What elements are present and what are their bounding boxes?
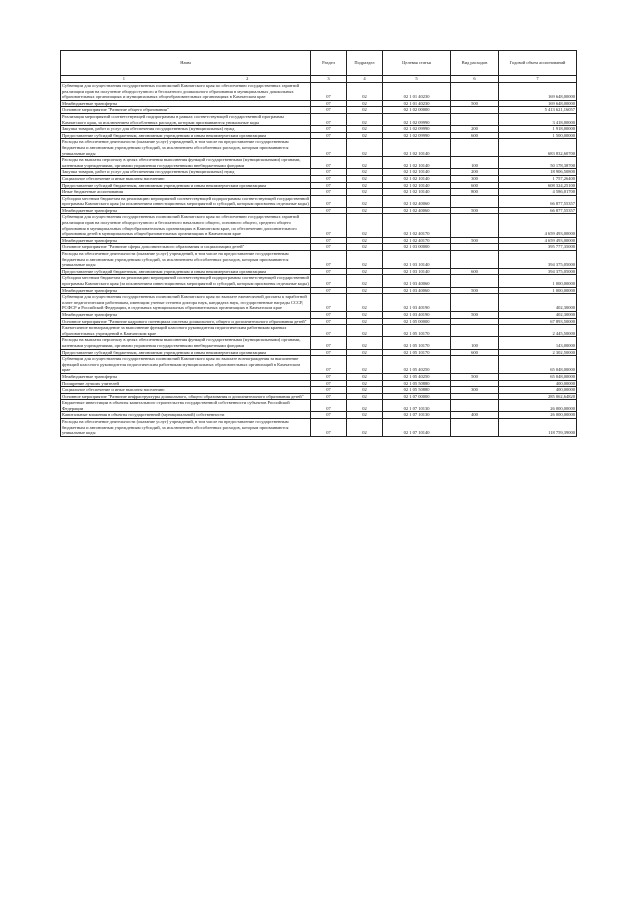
- row-target-article-cell: 02 1 05 50880: [383, 387, 451, 394]
- row-target-article-cell: 02 1 03 10140: [383, 268, 451, 275]
- row-expense-type-cell: 300: [451, 387, 499, 394]
- table-row: [61, 325, 577, 337]
- row-target-article-cell: 02 1 05 00000: [383, 318, 451, 325]
- row-name-cell: Закупка товаров, работ и услуг для обеспечения государственных (муниципальных) нужд: [61, 126, 311, 133]
- row-expense-type-cell: 600: [451, 182, 499, 189]
- row-expense-type-cell: 600: [451, 132, 499, 139]
- row-amount-cell: 4 586,01700: [499, 189, 577, 196]
- row-expense-type-cell: 300: [451, 175, 499, 182]
- row-expense-type-cell: 100: [451, 337, 499, 349]
- table-row: [61, 373, 577, 380]
- row-target-article-cell: 02 1 02 10140: [383, 169, 451, 176]
- header-podrazdel: Подраздел: [347, 51, 383, 76]
- row-name-cell: Межбюджетные трансферты: [61, 287, 311, 294]
- row-amount-cell: 143,00000: [499, 337, 577, 349]
- row-expense-type-cell: 500: [451, 207, 499, 214]
- row-amount-cell: 400,00000: [499, 380, 577, 387]
- row-expense-type-cell: [451, 107, 499, 114]
- table-row: [61, 318, 577, 325]
- row-expense-type-cell: 100: [451, 157, 499, 169]
- row-name-cell: Расходы на обеспечение деятельности (оказание услуг) учреждений, в том числе на предоставление государственным бюджетным и автономным учреждениям субсидий, за исключением обособленных расходов, которым присваиваются уникальные коды: [61, 419, 311, 437]
- table-row: [61, 294, 577, 312]
- row-target-article-cell: 02 1 02 09990: [383, 132, 451, 139]
- row-podrazdel-cell: 02: [347, 268, 383, 275]
- row-podrazdel-cell: 02: [347, 318, 383, 325]
- row-target-article-cell: 02 1 07 10140: [383, 419, 451, 437]
- row-expense-type-cell: 500: [451, 100, 499, 107]
- row-razdel-cell: 07: [311, 132, 347, 139]
- row-target-article-cell: 02 1 02 09990: [383, 113, 451, 125]
- row-podrazdel-cell: 02: [347, 275, 383, 287]
- row-expense-type-cell: 600: [451, 268, 499, 275]
- row-name-cell: Межбюджетные трансферты: [61, 373, 311, 380]
- row-expense-type-cell: [451, 275, 499, 287]
- row-amount-cell: 1 500,00000: [499, 132, 577, 139]
- row-amount-cell: 394 375,05000: [499, 251, 577, 269]
- row-expense-type-cell: 500: [451, 237, 499, 244]
- table-row: [61, 182, 577, 189]
- row-razdel-cell: 07: [311, 373, 347, 380]
- table-row: [61, 311, 577, 318]
- row-podrazdel-cell: 02: [347, 419, 383, 437]
- index-label: 2: [246, 76, 249, 82]
- row-target-article-cell: 02 1 02 40170: [383, 214, 451, 237]
- row-razdel-cell: 07: [311, 294, 347, 312]
- row-podrazdel-cell: 02: [347, 182, 383, 189]
- row-amount-cell: 400,00000: [499, 387, 577, 394]
- row-name-cell: Межбюджетные трансферты: [61, 100, 311, 107]
- row-target-article-cell: 02 1 07 10130: [383, 400, 451, 412]
- row-name-cell: Межбюджетные трансферты: [61, 207, 311, 214]
- row-expense-type-cell: [451, 195, 499, 207]
- row-razdel-cell: 07: [311, 195, 347, 207]
- row-razdel-cell: 07: [311, 325, 347, 337]
- row-amount-cell: 402,30000: [499, 294, 577, 312]
- row-expense-type-cell: [451, 294, 499, 312]
- row-target-article-cell: 02 1 07 00000: [383, 393, 451, 400]
- row-target-article-cell: 02 1 03 40190: [383, 311, 451, 318]
- row-podrazdel-cell: 02: [347, 207, 383, 214]
- row-expense-type-cell: [451, 400, 499, 412]
- row-expense-type-cell: 500: [451, 287, 499, 294]
- row-name-cell: Капитальные вложения в объекты государственной (муниципальной) собственности: [61, 412, 311, 419]
- row-amount-cell: 18 906,50800: [499, 169, 577, 176]
- row-expense-type-cell: [451, 251, 499, 269]
- row-amount-cell: 395 777,35000: [499, 244, 577, 251]
- row-podrazdel-cell: 02: [347, 189, 383, 196]
- row-razdel-cell: 07: [311, 189, 347, 196]
- row-target-article-cell: 02 1 07 10130: [383, 412, 451, 419]
- table-body: [61, 76, 577, 437]
- row-name-cell: Поощрение лучших учителей: [61, 380, 311, 387]
- table-row: [61, 393, 577, 400]
- row-expense-type-cell: [451, 113, 499, 125]
- row-razdel-cell: 07: [311, 337, 347, 349]
- row-podrazdel-cell: 02: [347, 157, 383, 169]
- row-podrazdel-cell: 02: [347, 251, 383, 269]
- row-name-cell: Субсидии местным бюджетам на реализацию мероприятий соответствующей подпрограммы соответствующей государственной программы Камчатского края (за исключением инвестиционных мероприятий и субсидий, которым присвоены отдельные коды): [62, 195, 309, 207]
- row-podrazdel-cell: 02: [347, 169, 383, 176]
- header-razdel: Раздел: [311, 51, 347, 76]
- row-amount-cell: 169 648,00000: [499, 100, 577, 107]
- row-name-cell: Расходы на выплаты персоналу в целях обеспечения выполнения функций государственными (муниципальными) органами, казенными учреждениями, органами управления государственными внебюджетными фондами: [61, 337, 311, 349]
- table-row: [61, 107, 577, 114]
- row-expense-type-cell: [451, 244, 499, 251]
- table-row: [61, 268, 577, 275]
- row-razdel-cell: 07: [311, 251, 347, 269]
- row-target-article-cell: 02 1 05 40250: [383, 373, 451, 380]
- row-podrazdel-cell: 02: [347, 356, 383, 374]
- row-amount-cell: 3 418,00000: [499, 113, 577, 125]
- row-podrazdel-cell: 02: [347, 195, 383, 207]
- row-podrazdel-cell: 02: [347, 393, 383, 400]
- row-expense-type-cell: [451, 318, 499, 325]
- row-podrazdel-cell: 02: [347, 287, 383, 294]
- row-razdel-cell: 07: [311, 412, 347, 419]
- row-razdel-cell: 07: [311, 400, 347, 412]
- row-target-article-cell: 02 1 05 10170: [383, 325, 451, 337]
- row-podrazdel-cell: 02: [347, 349, 383, 356]
- row-expense-type-cell: 500: [451, 373, 499, 380]
- row-amount-cell: 26 000,00000: [499, 412, 577, 419]
- row-amount-cell: 402,30000: [499, 311, 577, 318]
- row-amount-cell: 2 302,50000: [499, 349, 577, 356]
- row-name-cell: Предоставление субсидий бюджетным, автономным учреждениям и иным некоммерческим организациям: [61, 268, 311, 275]
- table-row: [61, 195, 577, 207]
- row-name-cell: Расходы на обеспечение деятельности (оказание услуг) учреждений, в том числе на предоставление государственным бюджетным и автономным учреждениям субсидий, за исключением обособленных расходов, которым присваиваются уникальные коды: [61, 139, 311, 157]
- index-cell: 3: [311, 76, 347, 83]
- header-target-article: Целевая статья: [383, 51, 451, 76]
- table-row: [61, 132, 577, 139]
- row-amount-cell: 5 413 621,16057: [499, 107, 577, 114]
- row-razdel-cell: 07: [311, 237, 347, 244]
- row-podrazdel-cell: 02: [347, 126, 383, 133]
- row-razdel-cell: 07: [311, 287, 347, 294]
- header-name: Наим: [61, 51, 311, 76]
- row-target-article-cell: 02 1 02 10140: [383, 157, 451, 169]
- row-target-article-cell: 02 1 02 10140: [383, 139, 451, 157]
- row-razdel-cell: 07: [311, 207, 347, 214]
- row-expense-type-cell: 200: [451, 169, 499, 176]
- row-podrazdel-cell: 02: [347, 244, 383, 251]
- table-row: [61, 419, 577, 437]
- row-name-cell: Основное мероприятие "Развитие кадрового потенциала системы дошкольного, общего и дополнительного образования детей": [61, 318, 311, 325]
- budget-table-page: [60, 50, 576, 437]
- row-target-article-cell: 02 1 05 50880: [383, 380, 451, 387]
- row-amount-cell: 66 877,55357: [499, 207, 577, 214]
- row-target-article-cell: 02 1 02 09990: [383, 126, 451, 133]
- row-amount-cell: 285 062,64820: [499, 393, 577, 400]
- row-amount-cell: 608 324,25100: [499, 182, 577, 189]
- row-expense-type-cell: 800: [451, 189, 499, 196]
- row-name-cell: Основное мероприятие "Развитие инфраструктуры дошкольного, общего образования и дополнительного образования детей": [61, 393, 311, 400]
- row-name-cell: Предоставление субсидий бюджетным, автономным учреждениям и иным некоммерческим организациям: [61, 349, 311, 356]
- table-row: [61, 251, 577, 269]
- row-amount-cell: 1 918,00000: [499, 126, 577, 133]
- row-razdel-cell: 07: [311, 83, 347, 101]
- table-row: [61, 275, 577, 287]
- row-razdel-cell: 07: [311, 182, 347, 189]
- row-name-cell: Ежемесячное вознаграждение за выполнение функций классного руководителя педагогическим работникам краевых образовательных учреждений в Камчатском крае: [61, 325, 311, 337]
- row-amount-cell: 66 877,55357: [499, 195, 577, 207]
- row-expense-type-cell: [451, 83, 499, 101]
- row-target-article-cell: 02 1 01 40230: [383, 83, 451, 101]
- row-name-cell: Субвенции для осуществления государственных полномочий Камчатского края по обеспечению государственных гарантий реализации прав на получение общедоступного и бесплатного дошкольного образования в муниципальных дошкольных образовательных организациях и муниципальных общеобразовательных организациях в Камчатском крае: [61, 83, 311, 101]
- row-name-cell: Субсидии местным бюджетам на реализацию мероприятий соответствующей подпрограммы соответствующей государственной программы Камчатского края (за исключением инвестиционных мероприятий и субсидий, которым присвоены отдельные коды): [62, 275, 309, 286]
- row-target-article-cell: 02 1 05 10170: [383, 349, 451, 356]
- index-cell: 4: [347, 76, 383, 83]
- row-name-cell: Субвенции для осуществления государственных полномочий Камчатского края по обеспечению государственных гарантий реализации прав на получение общедоступного и бесплатного начального общего, основного общего, среднего общего образования в муниципальных общеобразовательных организациях в Камчатском крае, по обеспечению дополнительного образования детей в муниципальных общеобразовательных организациях в Камчатском крае: [61, 214, 311, 237]
- row-amount-cell: 1 000,00000: [499, 287, 577, 294]
- row-razdel-cell: 07: [311, 393, 347, 400]
- row-target-article-cell: 02 1 05 10170: [383, 337, 451, 349]
- row-amount-cell: 2 445,50000: [499, 325, 577, 337]
- table-row: [61, 139, 577, 157]
- row-amount-cell: 4 659 493,00000: [499, 237, 577, 244]
- row-podrazdel-cell: 02: [347, 325, 383, 337]
- row-podrazdel-cell: 02: [347, 311, 383, 318]
- row-razdel-cell: 07: [311, 169, 347, 176]
- row-razdel-cell: 07: [311, 157, 347, 169]
- row-name-cell: Бюджетные инвестиции в объекты капитального строительства государственной собственности субъектов Российской Федерации: [61, 400, 311, 412]
- row-target-article-cell: 02 1 02 40060: [383, 207, 451, 214]
- row-razdel-cell: 07: [311, 139, 347, 157]
- row-name-cell: Основное мероприятие "Развитие общего образования": [61, 107, 311, 114]
- row-razdel-cell: 07: [311, 275, 347, 287]
- row-amount-cell: 65 048,00000: [499, 356, 577, 374]
- row-target-article-cell: 02 1 02 10140: [383, 182, 451, 189]
- row-name-cell: Реализация мероприятий соответствующей подпрограммы в рамках соответствующей государственной программы Камчатского края, за исключением обособленных расходов, которым присваиваются уникальные коды: [61, 113, 311, 125]
- row-name-cell: Социальное обеспечение и иные выплаты населению: [61, 387, 311, 394]
- row-podrazdel-cell: 02: [347, 113, 383, 125]
- row-target-article-cell: 02 1 02 00000: [383, 107, 451, 114]
- row-razdel-cell: 07: [311, 419, 347, 437]
- row-name-cell: Межбюджетные трансферты: [61, 237, 311, 244]
- row-razdel-cell: 07: [311, 113, 347, 125]
- row-expense-type-cell: 600: [451, 349, 499, 356]
- row-podrazdel-cell: 02: [347, 373, 383, 380]
- row-amount-cell: 118 759,39000: [499, 419, 577, 437]
- row-target-article-cell: 02 1 03 40060: [383, 287, 451, 294]
- row-razdel-cell: 07: [311, 268, 347, 275]
- table-row: [61, 126, 577, 133]
- row-name-cell: Иные бюджетные ассигнования: [61, 189, 311, 196]
- row-expense-type-cell: [451, 380, 499, 387]
- row-podrazdel-cell: 02: [347, 175, 383, 182]
- row-podrazdel-cell: 02: [347, 100, 383, 107]
- row-razdel-cell: 07: [311, 311, 347, 318]
- row-amount-cell: 4 659 493,00000: [499, 214, 577, 237]
- row-podrazdel-cell: 02: [347, 237, 383, 244]
- table-row: [61, 380, 577, 387]
- table-row: [61, 189, 577, 196]
- table-row: [61, 113, 577, 125]
- row-name-cell: Основное мероприятие "Развитие сферы дополнительного образования и социализации детей": [61, 244, 311, 251]
- table-row: [61, 387, 577, 394]
- row-expense-type-cell: [451, 419, 499, 437]
- row-podrazdel-cell: 02: [347, 294, 383, 312]
- table-row: [61, 214, 577, 237]
- row-podrazdel-cell: 02: [347, 387, 383, 394]
- row-podrazdel-cell: 02: [347, 107, 383, 114]
- row-podrazdel-cell: 02: [347, 132, 383, 139]
- table-row: [61, 157, 577, 169]
- row-podrazdel-cell: 02: [347, 214, 383, 237]
- table-row: [61, 207, 577, 214]
- header-annual-amount: Годовой объем ассигнований: [499, 51, 577, 76]
- row-expense-type-cell: [451, 356, 499, 374]
- row-podrazdel-cell: 02: [347, 337, 383, 349]
- row-razdel-cell: 07: [311, 214, 347, 237]
- row-expense-type-cell: 500: [451, 311, 499, 318]
- row-podrazdel-cell: 02: [347, 83, 383, 101]
- row-target-article-cell: 02 1 02 40060: [383, 195, 451, 207]
- row-podrazdel-cell: 02: [347, 139, 383, 157]
- row-name-cell: Предоставление субсидий бюджетным, автономным учреждениям и иным некоммерческим организациям: [61, 132, 311, 139]
- row-razdel-cell: 07: [311, 107, 347, 114]
- row-target-article-cell: 02 1 05 40250: [383, 356, 451, 374]
- row-name-cell: Закупка товаров, работ и услуг для обеспечения государственных (муниципальных) нужд: [61, 169, 311, 176]
- row-target-article-cell: 02 1 02 40170: [383, 237, 451, 244]
- row-expense-type-cell: [451, 393, 499, 400]
- row-name-cell: Субвенции для осуществления государственных полномочий Камчатского края по выплате ежемесячной доплаты к заработной плате педагогическим работникам, имеющим ученые степени доктора наук, кандидата наук, государственные награды СССР, РСФСР и Российской Федерации, в отдельных муниципальных образовательных организациях в Камчатском крае: [61, 294, 311, 312]
- row-razdel-cell: 07: [311, 380, 347, 387]
- row-amount-cell: 394 375,05000: [499, 268, 577, 275]
- table-row: [61, 175, 577, 182]
- index-label: 1: [122, 76, 125, 82]
- table-row: [61, 83, 577, 101]
- row-target-article-cell: 02 1 02 10140: [383, 175, 451, 182]
- row-name-cell: Социальное обеспечение и иные выплаты населению: [61, 175, 311, 182]
- header-expense-type: Вид расходов: [451, 51, 499, 76]
- table-header-row: [61, 51, 577, 76]
- row-target-article-cell: 02 1 03 40060: [383, 275, 451, 287]
- row-razdel-cell: 07: [311, 349, 347, 356]
- row-amount-cell: 65 048,00000: [499, 373, 577, 380]
- table-row: [61, 237, 577, 244]
- row-amount-cell: 683 832,60700: [499, 139, 577, 157]
- index-cell: 5: [383, 76, 451, 83]
- row-amount-cell: 169 648,00000: [499, 83, 577, 101]
- row-expense-type-cell: [451, 325, 499, 337]
- row-target-article-cell: 02 1 02 10140: [383, 189, 451, 196]
- row-expense-type-cell: [451, 139, 499, 157]
- row-target-article-cell: 02 1 03 40190: [383, 294, 451, 312]
- row-name-cell: Межбюджетные трансферты: [61, 311, 311, 318]
- row-razdel-cell: 07: [311, 100, 347, 107]
- row-amount-cell: 26 000,00000: [499, 400, 577, 412]
- column-index-row: [61, 76, 577, 83]
- row-razdel-cell: 07: [311, 175, 347, 182]
- table-row: [61, 337, 577, 349]
- table-row: [61, 287, 577, 294]
- row-expense-type-cell: 200: [451, 126, 499, 133]
- row-podrazdel-cell: 02: [347, 380, 383, 387]
- index-cell: 7: [499, 76, 577, 83]
- row-name-cell: Субвенции для осуществления государственных полномочий Камчатского края по выплате вознаграждения за выполнение функций классного руководителя педагогическим работникам муниципальных образовательных организаций в Камчатском крае: [61, 356, 311, 374]
- row-name-cell: Расходы на выплаты персоналу в целях обеспечения выполнения функций государственными (муниципальными) органами, казенными учреждениями, органами управления государственными внебюджетными фондами: [61, 157, 311, 169]
- row-amount-cell: 67 893,50000: [499, 318, 577, 325]
- row-razdel-cell: 07: [311, 318, 347, 325]
- row-expense-type-cell: 400: [451, 412, 499, 419]
- row-name-cell: Расходы на обеспечение деятельности (оказание услуг) учреждений, в том числе на предоставление государственным бюджетным и автономным учреждениям субсидий, за исключением обособленных расходов, которым присваиваются уникальные коды: [61, 251, 311, 269]
- index-cell: [61, 76, 311, 83]
- row-target-article-cell: 02 1 03 00000: [383, 244, 451, 251]
- table-row: [61, 244, 577, 251]
- budget-table: [60, 50, 577, 437]
- table-row: [61, 412, 577, 419]
- table-row: [61, 356, 577, 374]
- row-target-article-cell: 02 1 03 10140: [383, 251, 451, 269]
- table-row: [61, 400, 577, 412]
- index-cell: 6: [451, 76, 499, 83]
- row-razdel-cell: 07: [311, 356, 347, 374]
- row-razdel-cell: 07: [311, 387, 347, 394]
- row-amount-cell: 1 000,00000: [499, 275, 577, 287]
- table-row: [61, 169, 577, 176]
- row-amount-cell: 50 178,38700: [499, 157, 577, 169]
- row-podrazdel-cell: 02: [347, 400, 383, 412]
- row-name-cell: Предоставление субсидий бюджетным, автономным учреждениям и иным некоммерческим организациям: [61, 182, 311, 189]
- row-target-article-cell: 02 1 01 40230: [383, 100, 451, 107]
- row-amount-cell: 1 757,26400: [499, 175, 577, 182]
- row-expense-type-cell: [451, 214, 499, 237]
- row-razdel-cell: 07: [311, 126, 347, 133]
- table-row: [61, 100, 577, 107]
- row-razdel-cell: 07: [311, 244, 347, 251]
- table-row: [61, 349, 577, 356]
- row-podrazdel-cell: 02: [347, 412, 383, 419]
